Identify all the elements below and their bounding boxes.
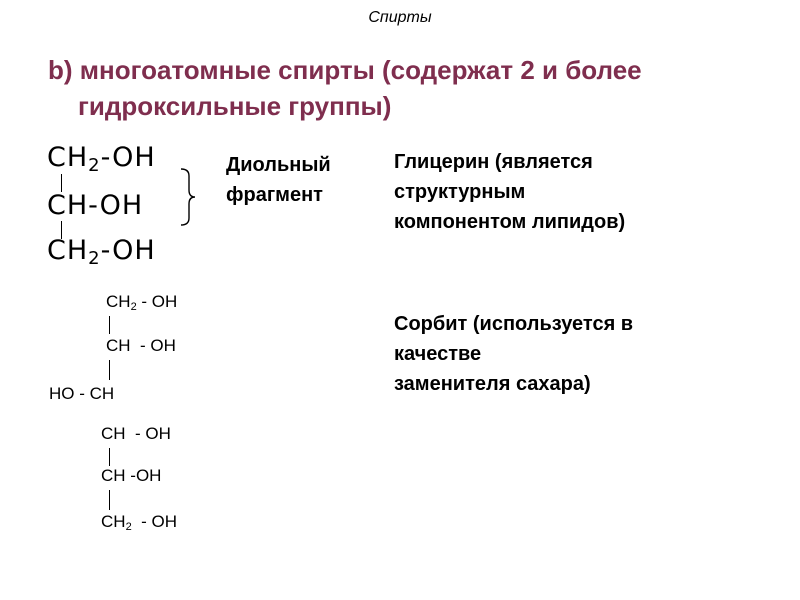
curly-brace-icon (180, 168, 196, 226)
sorbit-row-1 (106, 292, 177, 312)
diol-label-line2: фрагмент (226, 184, 323, 206)
sorbit-description-line3: заменителя сахара) (394, 373, 591, 395)
sorbit-bond-2 (109, 360, 110, 380)
slide-title-line2: гидроксильные группы) (78, 91, 392, 121)
sorbit-bond-1 (109, 316, 110, 334)
glycerin-row-3-suffix: -OH (100, 235, 156, 266)
sorbit-description-line2: качестве (394, 343, 482, 365)
glycerin-row-1-prefix: CH (47, 142, 89, 173)
sorbit-row-6 (101, 512, 177, 532)
sorbit-row-4: CH - OH (101, 424, 171, 443)
glycerin-row-2: CH-OH (47, 190, 144, 221)
glycerin-row-1-sub: 2 (88, 155, 101, 176)
glycerin-description (394, 147, 625, 237)
sorbit-description (394, 309, 633, 399)
glycerin-row-3 (47, 235, 156, 269)
sorbit-row-2: CH - OH (106, 336, 176, 355)
glycerin-description-line3: компонентом липидов) (394, 211, 626, 233)
sorbit-row-1-prefix: CH (106, 292, 131, 311)
sorbit-row-6-suffix: - OH (131, 512, 178, 531)
glycerin-description-line1: Глицерин (является (394, 151, 593, 173)
sorbit-description-line1: Сорбит (используется в (394, 313, 634, 335)
sorbit-bond-4 (109, 490, 110, 510)
sorbit-row-1-suffix: - OH (136, 292, 178, 311)
diol-label-line1: Диольный (226, 154, 331, 176)
sorbit-row-6-sub: 2 (125, 521, 132, 533)
sorbit-row-6-prefix: CH (101, 512, 126, 531)
glycerin-row-3-sub: 2 (88, 248, 101, 269)
sorbit-bond-3 (109, 448, 110, 466)
sorbit-row-5: CH -OH (101, 466, 162, 485)
sorbit-row-1-sub: 2 (130, 301, 137, 313)
glycerin-description-line2: структурным (394, 181, 526, 203)
glycerin-row-1 (47, 142, 156, 176)
glycerin-row-1-suffix: -OH (100, 142, 156, 173)
glycerin-row-3-prefix: CH (47, 235, 89, 266)
diol-fragment-label (226, 150, 331, 210)
slide-title (48, 52, 778, 124)
slide-header-topic: Спирты (368, 9, 432, 26)
slide-title-line1: b) многоатомные спирты (содержат 2 и более (48, 55, 642, 85)
sorbit-row-3: HO - CH (49, 384, 115, 403)
